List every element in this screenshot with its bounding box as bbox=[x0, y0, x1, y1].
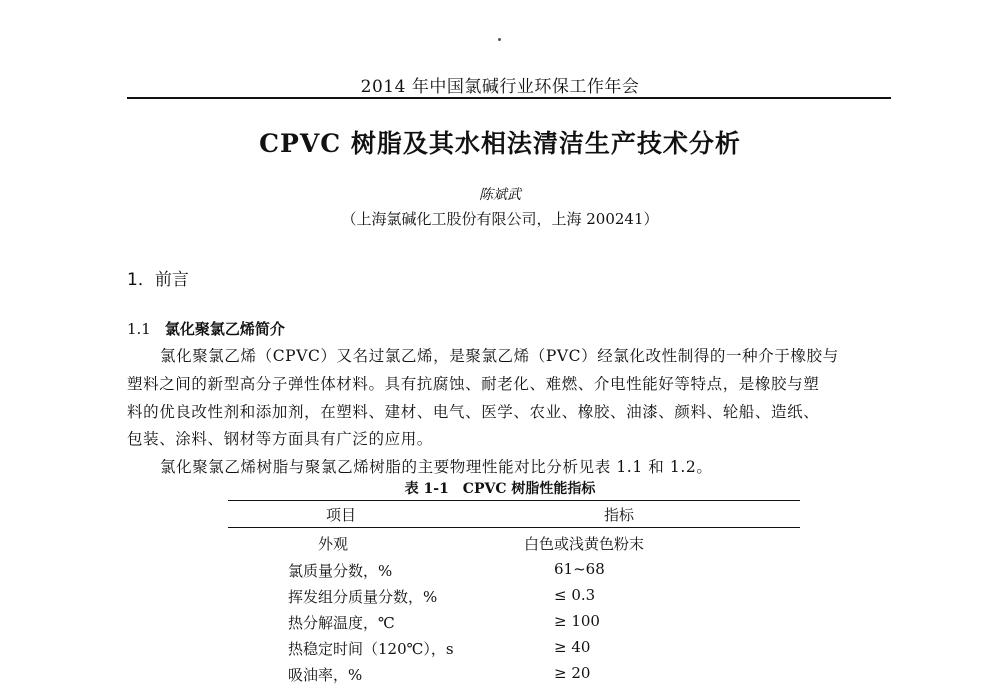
subsection-heading bbox=[127, 318, 285, 339]
table-cell-index: ≥ 40 bbox=[554, 638, 591, 656]
table-row bbox=[228, 638, 800, 664]
author-affiliation: （上海氯碱化工股份有限公司，上海 200241） bbox=[341, 210, 659, 228]
table-cell-item: 热分解温度，℃ bbox=[288, 614, 395, 632]
paragraph-line: 包装、涂料、钢材等方面具有广泛的应用。 bbox=[127, 430, 433, 448]
table-row bbox=[228, 586, 800, 612]
header-rule bbox=[127, 97, 891, 99]
table-cell-index: ≥ 100 bbox=[554, 612, 600, 630]
table-header-index: 指标 bbox=[603, 506, 634, 524]
article-title: CPVC 树脂及其水相法清洁生产技术分析 bbox=[259, 129, 741, 158]
table-row bbox=[228, 560, 800, 586]
running-header: 2014 年中国氯碱行业环保工作年会 bbox=[360, 77, 640, 97]
subsection-title: 氯化聚氯乙烯简介 bbox=[164, 320, 285, 338]
table-cell-index: 白色或浅黄色粉末 bbox=[524, 535, 645, 553]
table-cell-item: 挥发组分质量分数，% bbox=[288, 588, 438, 606]
scan-speck bbox=[498, 38, 501, 41]
table-row bbox=[228, 664, 800, 690]
subsection-number: 1.1 bbox=[127, 320, 151, 338]
table-cell-item: 热稳定时间（120℃），s bbox=[288, 640, 454, 658]
table-top-rule bbox=[228, 500, 800, 501]
table-cell-index: ≤ 0.3 bbox=[554, 586, 596, 604]
table-row bbox=[228, 612, 800, 638]
table-row bbox=[228, 533, 800, 559]
table-cell-item: 吸油率，% bbox=[288, 666, 363, 684]
table-caption: 表 1-1 CPVC 树脂性能指标 bbox=[404, 481, 596, 497]
table-cell-index: ≥ 20 bbox=[554, 664, 591, 682]
paragraph-line: 氯化聚氯乙烯树脂与聚氯乙烯树脂的主要物理性能对比分析见表 1.1 和 1.2。 bbox=[160, 458, 713, 476]
section-heading: 1．前言 bbox=[127, 270, 189, 290]
table-cell-item: 外观 bbox=[318, 535, 349, 553]
author-name: 陈斌武 bbox=[479, 187, 521, 203]
paragraph-line: 塑料之间的新型高分子弹性体材料。具有抗腐蚀、耐老化、难燃、介电性能好等特点，是橡胶与塑 bbox=[127, 375, 820, 393]
paragraph-line: 氯化聚氯乙烯（CPVC）又名过氯乙烯，是聚氯乙烯（PVC）经氯化改性制得的一种介于橡胶与 bbox=[160, 347, 839, 365]
table-cell-item: 氯质量分数，% bbox=[288, 562, 393, 580]
paragraph-line: 料的优良改性剂和添加剂，在塑料、建材、电气、医学、农业、橡胶、油漆、颜料、轮船、造纸、 bbox=[127, 403, 820, 421]
table-header-rule bbox=[228, 527, 800, 528]
table-cell-index: 61~68 bbox=[554, 560, 605, 578]
table-header-item: 项目 bbox=[325, 506, 356, 524]
